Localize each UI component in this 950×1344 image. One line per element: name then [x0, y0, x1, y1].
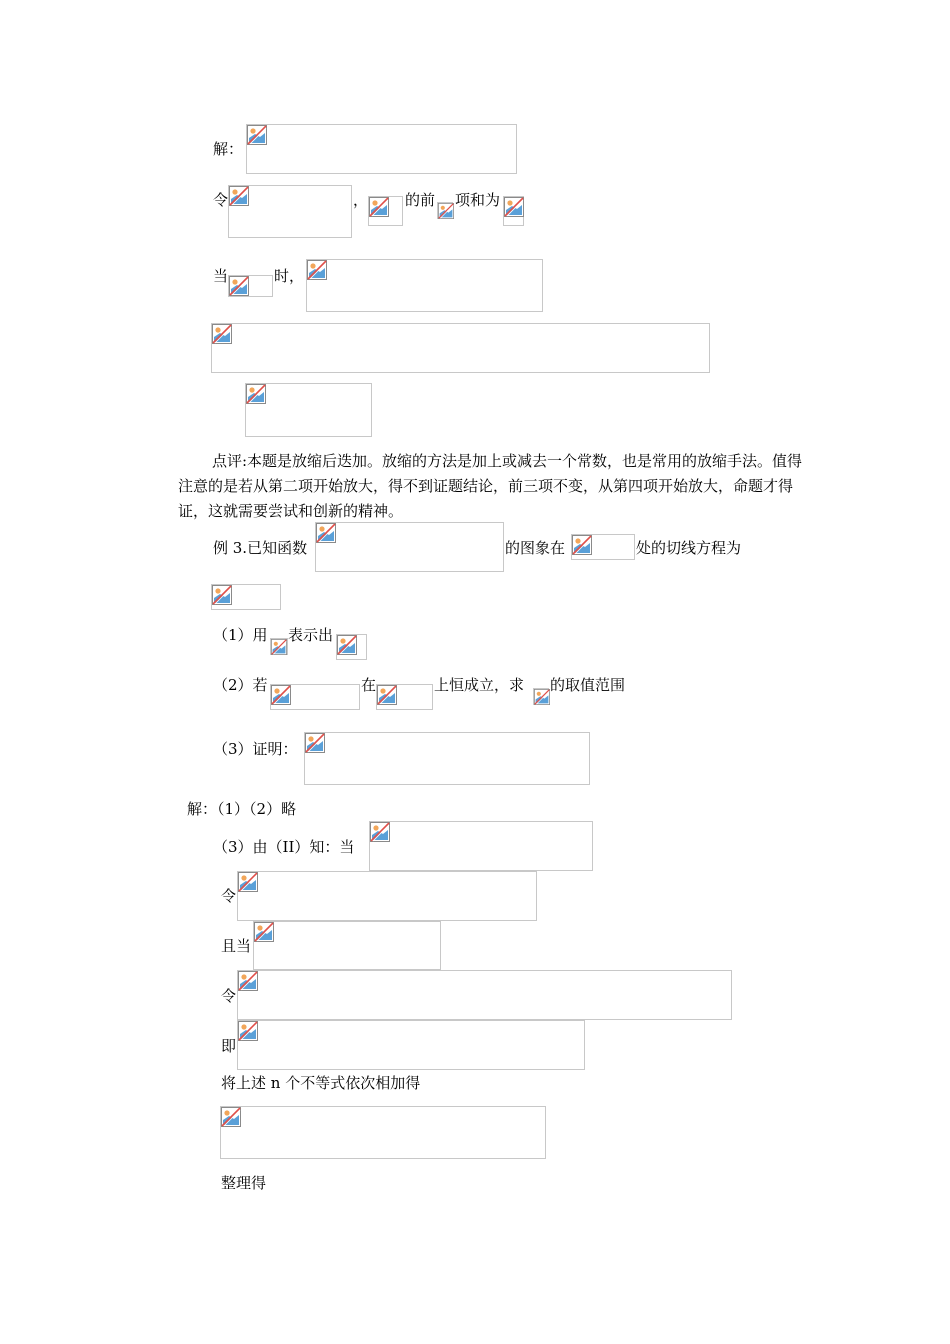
formula-image [571, 534, 635, 560]
broken-image-icon [212, 324, 232, 344]
formula-image [270, 684, 360, 710]
formula-image [270, 638, 288, 655]
broken-image-icon [238, 1021, 258, 1041]
text-dang: 当 [213, 267, 229, 285]
formula-image [253, 921, 441, 970]
broken-image-icon [229, 186, 249, 206]
text-comma: ， [353, 191, 369, 209]
formula-image [228, 275, 273, 297]
example-3-label: 例 3.已知函数 [213, 539, 308, 557]
solution-heading: 解：（1）（2）略 [187, 800, 297, 818]
formula-image [211, 323, 710, 373]
broken-image-icon [534, 689, 550, 705]
text-ling-3: 令 [221, 987, 237, 1005]
text-ling-2: 令 [221, 887, 237, 905]
text-shi: 时， [274, 267, 305, 285]
text-add-n: 将上述 n 个不等式依次相加得 [221, 1074, 421, 1092]
formula-image [533, 688, 549, 705]
solution-part-3: （3）由（II）知：当 [213, 838, 355, 856]
broken-image-icon [271, 685, 291, 705]
broken-image-icon [504, 197, 524, 217]
broken-image-icon [238, 971, 258, 991]
broken-image-icon [221, 1107, 241, 1127]
formula-image [220, 1106, 546, 1159]
broken-image-icon [370, 822, 390, 842]
formula-image [228, 185, 352, 238]
text-ji: 即 [221, 1037, 237, 1055]
question-2: （2）若 [213, 676, 268, 694]
text-qie-dang: 且当 [221, 937, 252, 955]
formula-image [237, 871, 537, 921]
text-qiexian: 处的切线方程为 [636, 539, 742, 557]
formula-image [369, 821, 593, 871]
text-ling: 令 [213, 191, 229, 209]
text-zhengli: 整理得 [221, 1174, 267, 1192]
broken-image-icon [238, 872, 258, 892]
broken-image-icon [369, 197, 389, 217]
question-3: （3）证明： [213, 740, 298, 758]
text-biaoshichu: 表示出 [288, 626, 334, 644]
formula-image [304, 732, 590, 785]
comment-paragraph: 点评:本题是放缩后迭加。放缩的方法是加上或减去一个常数，也是常用的放缩手法。值得注意的是若从第二项开始放大，得不到证题结论，前三项不变，从第四项开始放大，命题才得证，这就需要尝试和创新的精神。 [178, 452, 803, 520]
text-xiang-he-wei: 项和为 [455, 191, 501, 209]
broken-image-icon [377, 685, 397, 705]
text-hengchengli: 上恒成立，求 [434, 676, 525, 694]
formula-image [376, 684, 433, 710]
broken-image-icon [229, 276, 249, 296]
formula-image [306, 259, 543, 312]
formula-image [211, 584, 281, 610]
question-1: （1）用 [213, 626, 268, 644]
broken-image-icon [307, 260, 327, 280]
broken-image-icon [212, 585, 232, 605]
broken-image-icon [316, 523, 336, 543]
formula-image [237, 1020, 585, 1070]
broken-image-icon [305, 733, 325, 753]
text-de-qian: 的前 [405, 191, 436, 209]
formula-image [437, 202, 453, 219]
broken-image-icon [572, 535, 592, 555]
broken-image-icon [438, 203, 454, 219]
text-quzhi-fanwei: 的取值范围 [550, 676, 626, 694]
formula-image [503, 196, 524, 226]
text-zai: 在 [361, 676, 377, 694]
formula-image [315, 522, 504, 572]
formula-image [336, 634, 367, 660]
solution-label: 解： [213, 140, 244, 158]
formula-image [246, 124, 517, 174]
formula-image [368, 196, 403, 226]
text-tuxiang-zai: 的图象在 [505, 539, 566, 557]
broken-image-icon [247, 125, 267, 145]
broken-image-icon [246, 384, 266, 404]
broken-image-icon [254, 922, 274, 942]
broken-image-icon [271, 639, 287, 655]
formula-image [237, 970, 732, 1020]
formula-image [245, 383, 372, 437]
broken-image-icon [337, 635, 357, 655]
